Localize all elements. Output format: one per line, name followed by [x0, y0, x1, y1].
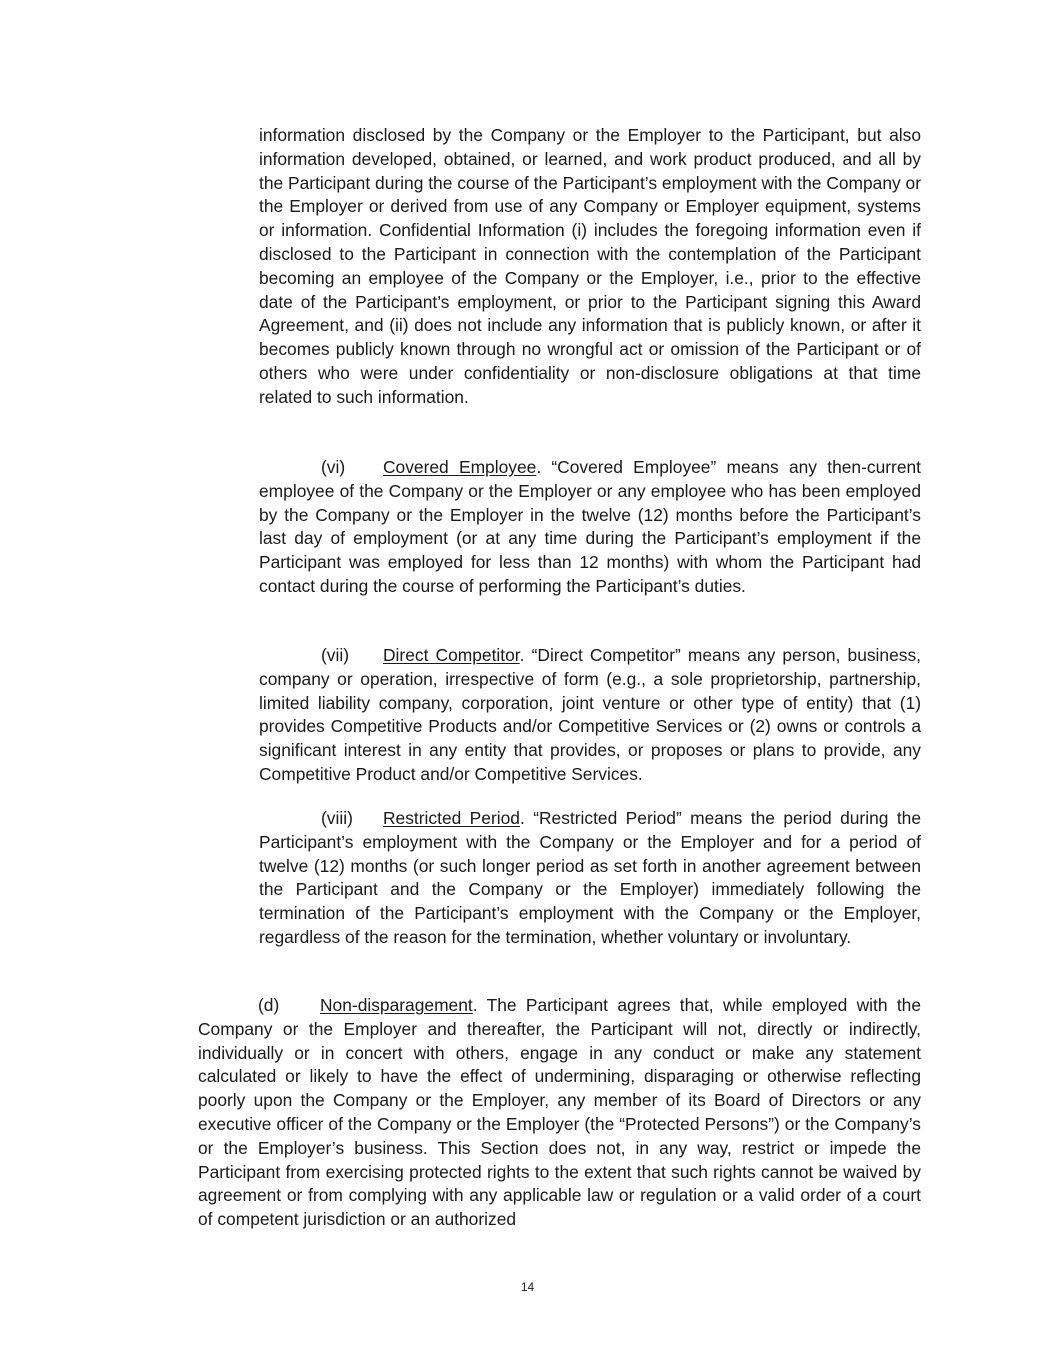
covered-employee-definition [259, 456, 921, 599]
restricted-period-text: . “Restricted Period” means the period during the Participant’s employment with the Company or the Employer and for a period of twelve (12) months (or such longer period as set forth in another agreement between the Participant and the Company or the Employer) immediately following the termination of the Participant’s employment with the Company or the Employer, regardless of the reason for the termination, whether voluntary or involuntary. [259, 808, 921, 947]
covered-employee-text: . “Covered Employee” means any then-current employee of the Company or the Employer or any employee who has been employed by the Company or the Employer in the twelve (12) months before the Participant’s last day of employment (or at any time during the Participant’s employment if the Participant was employed for less than 12 months) with whom the Participant had contact during the course of performing the Participant’s duties. [259, 457, 921, 596]
restricted-period-heading: Restricted Period [383, 808, 520, 828]
non-disparagement-section [198, 994, 921, 1232]
covered-employee-number: (vi) [321, 457, 346, 477]
non-disparagement-number: (d) [258, 995, 280, 1015]
non-disparagement-heading: Non-disparagement [320, 995, 473, 1015]
non-disparagement-text: . The Participant agrees that, while employed with the Company or the Employer and thereafter, the Participant will not, directly or indirectly, individually or in concert with others, engage in any conduct or make any statement calculated or likely to have the effect of undermining, disparaging or otherwise reflecting poorly upon the Company or the Employer, any member of its Board of Directors or any executive officer of the Company or the Employer (the “Protected Persons”) or the Company’s or the Employer’s business. This Section does not, in any way, restrict or impede the Participant from exercising protected rights to the extent that such rights cannot be waived by agreement or from complying with any applicable law or regulation or a valid order of a court of competent jurisdiction or an authorized [198, 995, 921, 1230]
direct-competitor-number: (vii) [321, 645, 350, 665]
covered-employee-heading: Covered Employee [383, 457, 537, 477]
direct-competitor-heading: Direct Competitor [383, 645, 520, 665]
restricted-period-number: (viii) [321, 808, 353, 828]
page-number: 14 [520, 1280, 535, 1294]
direct-competitor-definition [259, 644, 921, 787]
restricted-period-definition [259, 807, 921, 950]
confidential-information-continuation: information disclosed by the Company or the Employer to the Participant, but also information developed, obtained, or learned, and work product produced, and all by the Participant during the course of the Participant’s employment with the Company or the Employer or derived from use of any Company or Employer equipment, systems or information. Confidential Information (i) includes the foregoing information even if disclosed to the Participant in connection with the contemplation of the Participant becoming an employee of the Company or the Employer, i.e., prior to the effective date of the Participant’s employment, or prior to the Participant signing this Award Agreement, and (ii) does not include any information that is publicly known, or after it becomes publicly known through no wrongful act or omission of the Participant or of others who were under confidentiality or non-disclosure obligations at that time related to such information. [259, 125, 921, 407]
direct-competitor-text: . “Direct Competitor” means any person, business, company or operation, irrespective of form (e.g., a sole proprietorship, partnership, limited liability company, corporation, joint venture or other type of entity) that (1) provides Competitive Products and/or Competitive Services or (2) owns or controls a significant interest in any entity that provides, or proposes or plans to provide, any Competitive Product and/or Competitive Services. [259, 645, 921, 784]
